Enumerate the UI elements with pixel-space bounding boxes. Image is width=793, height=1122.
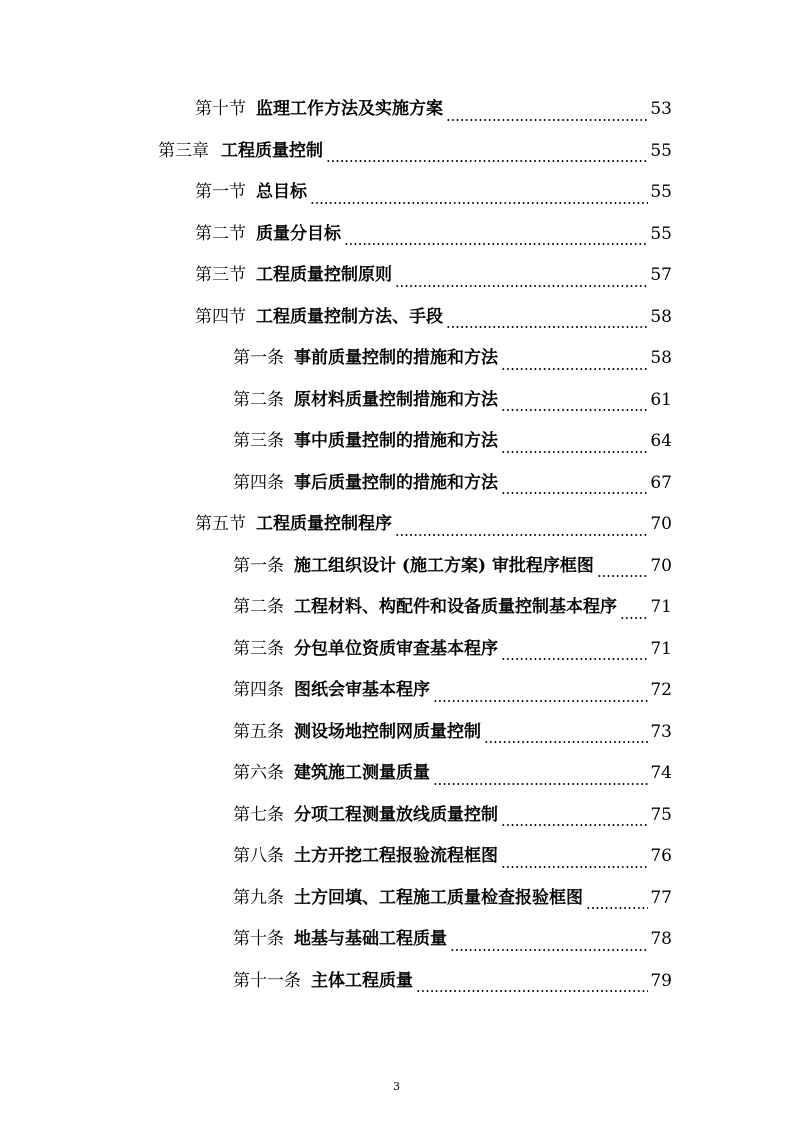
toc-entry-page: 71: [650, 638, 672, 659]
toc-entry-number: 第三节: [195, 265, 246, 285]
dot-leader: [326, 145, 648, 163]
dot-leader: [416, 975, 648, 993]
toc-entry-number: 第十一条: [233, 970, 301, 991]
dot-leader: [501, 643, 648, 661]
toc-entry-page: 53: [650, 99, 672, 119]
dot-leader: [597, 560, 648, 578]
toc-entry-page: 67: [650, 472, 672, 493]
toc-entry-number: 第二条: [233, 597, 284, 617]
toc-entry[interactable]: [0, 463, 793, 505]
toc-entry-title: 事中质量控制的措施和方法: [294, 431, 498, 451]
dot-leader: [450, 934, 648, 952]
toc-entry-page: 55: [650, 223, 672, 244]
dot-leader: [501, 394, 648, 412]
toc-entry-title: 土方回填、工程施工质量检查报验框图: [294, 887, 583, 908]
dot-leader: [501, 353, 648, 371]
toc-entry-number: 第七条: [233, 804, 284, 825]
toc-entry-page: 58: [650, 348, 672, 368]
toc-entry-page: 77: [650, 887, 672, 908]
dot-leader: [501, 436, 648, 454]
toc-entry-page: 55: [650, 140, 672, 161]
dot-leader: [501, 809, 648, 827]
toc-entry-title: 工程质量控制原则: [256, 265, 392, 285]
toc-entry-page: 71: [650, 597, 672, 617]
dot-leader: [620, 602, 648, 620]
toc-entry-page: 57: [650, 265, 672, 285]
toc-entry-page: 61: [650, 389, 672, 410]
toc-entry-number: 第五节: [195, 514, 246, 534]
toc-entry-title: 图纸会审基本程序: [294, 680, 430, 700]
toc-entry-page: 64: [650, 431, 672, 451]
dot-leader: [446, 104, 648, 122]
toc-entry[interactable]: [0, 712, 793, 754]
toc-entry-title: 施工组织设计 (施工方案) 审批程序框图: [294, 555, 594, 576]
dot-leader: [484, 726, 648, 744]
toc-entry-number: 第一条: [233, 555, 284, 576]
toc-entry-number: 第九条: [233, 887, 284, 908]
toc-entry[interactable]: [0, 961, 793, 1003]
toc-entry[interactable]: [0, 131, 793, 173]
toc-entry-number: 第四条: [233, 680, 284, 700]
toc-entry[interactable]: [0, 753, 793, 795]
toc-entry-page: 55: [650, 182, 672, 202]
dot-leader: [501, 851, 648, 869]
toc-entry-title: 质量分目标: [256, 223, 341, 244]
toc-entry-title: 工程质量控制: [221, 140, 323, 161]
dot-leader: [446, 311, 648, 329]
dot-leader: [395, 519, 648, 537]
toc-entry-title: 测设场地控制网质量控制: [294, 721, 481, 742]
toc-entry-number: 第五条: [233, 721, 284, 742]
toc-entry-title: 分项工程测量放线质量控制: [294, 804, 498, 825]
toc-entry-page: 70: [650, 514, 672, 534]
toc-entry[interactable]: [0, 795, 793, 837]
toc-entry-title: 主体工程质量: [311, 970, 413, 991]
toc-entry-title: 工程质量控制程序: [256, 514, 392, 534]
toc-entry-number: 第四条: [233, 472, 284, 493]
toc-entry-page: 76: [650, 846, 672, 866]
toc-entry-page: 74: [650, 763, 672, 783]
toc-entry[interactable]: [0, 670, 793, 712]
toc-entry-number: 第三条: [233, 638, 284, 659]
dot-leader: [433, 685, 648, 703]
toc-entry[interactable]: [0, 380, 793, 422]
toc-entry-number: 第十条: [233, 929, 284, 949]
dot-leader: [501, 477, 648, 495]
toc-entry[interactable]: [0, 629, 793, 671]
toc-entry-title: 监理工作方法及实施方案: [256, 99, 443, 119]
toc-entry-title: 事前质量控制的措施和方法: [294, 348, 498, 368]
toc-entry-title: 工程质量控制方法、手段: [256, 306, 443, 327]
toc-entry[interactable]: [0, 504, 793, 546]
toc-entry[interactable]: [0, 255, 793, 297]
toc-entry-number: 第三条: [233, 431, 284, 451]
dot-leader: [344, 228, 648, 246]
toc-entry-number: 第三章: [158, 140, 209, 161]
toc-entry-title: 地基与基础工程质量: [294, 929, 447, 949]
toc-entry[interactable]: [0, 546, 793, 588]
toc-entry-title: 建筑施工测量质量: [294, 763, 430, 783]
dot-leader: [395, 270, 648, 288]
toc-entry[interactable]: [0, 878, 793, 920]
toc-entry-number: 第四节: [195, 306, 246, 327]
table-of-contents: [0, 89, 793, 1002]
toc-entry-page: 72: [650, 680, 672, 700]
toc-entry-number: 第六条: [233, 763, 284, 783]
toc-entry-number: 第二条: [233, 389, 284, 410]
toc-entry-number: 第十节: [195, 99, 246, 119]
toc-entry-page: 75: [650, 804, 672, 825]
toc-entry-title: 事后质量控制的措施和方法: [294, 472, 498, 493]
toc-entry-title: 工程材料、构配件和设备质量控制基本程序: [294, 597, 617, 617]
toc-entry[interactable]: [0, 214, 793, 256]
toc-entry-title: 总目标: [256, 182, 307, 202]
toc-entry-number: 第一条: [233, 348, 284, 368]
toc-entry[interactable]: [0, 89, 793, 131]
toc-entry[interactable]: [0, 421, 793, 463]
toc-entry[interactable]: [0, 172, 793, 214]
toc-entry-number: 第一节: [195, 182, 246, 202]
toc-entry-page: 78: [650, 929, 672, 949]
toc-entry[interactable]: [0, 919, 793, 961]
toc-entry[interactable]: [0, 836, 793, 878]
toc-entry-number: 第二节: [195, 223, 246, 244]
dot-leader: [433, 768, 648, 786]
toc-entry[interactable]: [0, 297, 793, 339]
toc-entry-page: 73: [650, 721, 672, 742]
toc-entry[interactable]: [0, 338, 793, 380]
toc-entry-title: 原材料质量控制措施和方法: [294, 389, 498, 410]
toc-entry-page: 79: [650, 970, 672, 991]
toc-entry-title: 土方开挖工程报验流程框图: [294, 846, 498, 866]
toc-entry-number: 第八条: [233, 846, 284, 866]
toc-entry-page: 70: [650, 555, 672, 576]
toc-entry[interactable]: [0, 587, 793, 629]
dot-leader: [586, 892, 648, 910]
page-number: 3: [393, 1080, 400, 1093]
toc-entry-title: 分包单位资质审查基本程序: [294, 638, 498, 659]
toc-entry-page: 58: [650, 306, 672, 327]
dot-leader: [310, 187, 648, 205]
